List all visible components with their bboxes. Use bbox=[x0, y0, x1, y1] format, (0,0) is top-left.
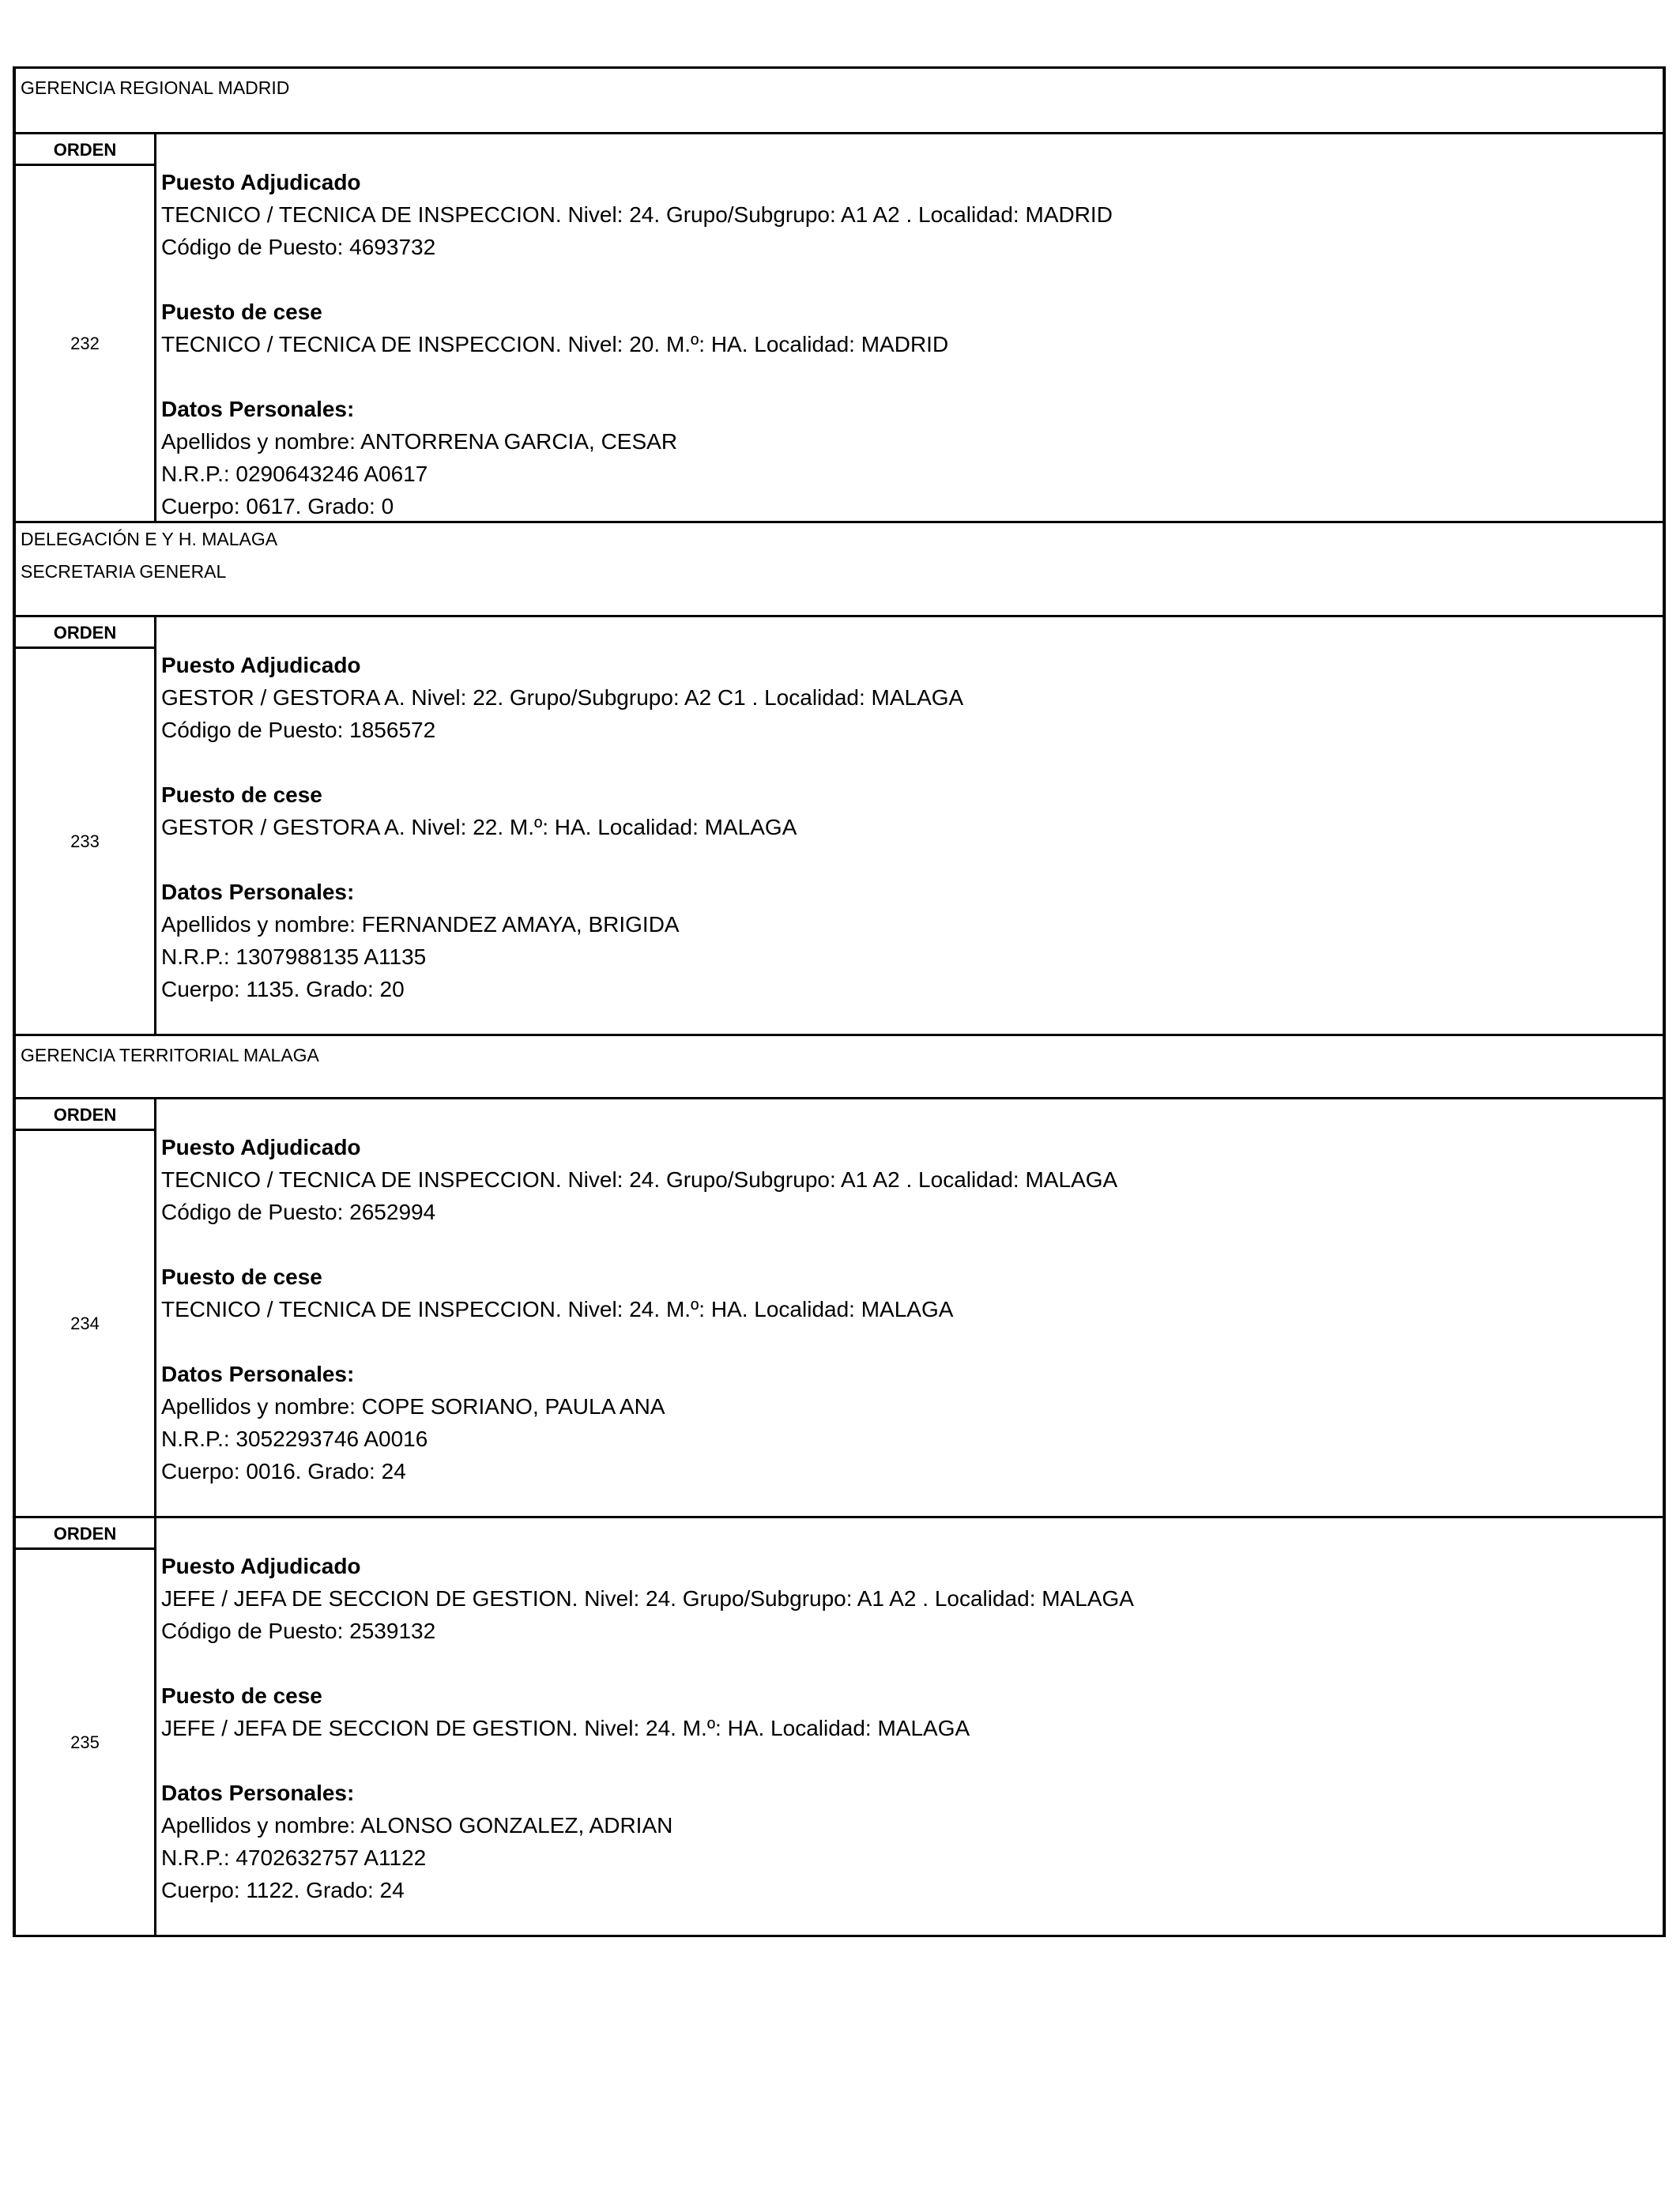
unit-name: DELEGACIÓN E Y H. MALAGA bbox=[21, 529, 278, 549]
puesto-adjudicado-description: GESTOR / GESTORA A. Nivel: 22. Grupo/Subgrupo: A2 C1 . Localidad: MALAGA bbox=[161, 685, 964, 710]
orden-number: 234 bbox=[70, 1313, 100, 1333]
puesto-adjudicado-heading: Puesto Adjudicado bbox=[161, 170, 361, 194]
puesto-cese-heading: Puesto de cese bbox=[161, 300, 322, 324]
record-row bbox=[16, 134, 1663, 521]
record-row bbox=[16, 617, 1663, 1034]
puesto-cese-description: JEFE / JEFA DE SECCION DE GESTION. Nivel: 24. M.º: HA. Localidad: MALAGA bbox=[161, 1716, 970, 1740]
record-details bbox=[156, 1518, 1663, 1935]
assignment-table bbox=[13, 66, 1666, 1937]
puesto-adjudicado-description: JEFE / JEFA DE SECCION DE GESTION. Nivel: 24. Grupo/Subgrupo: A1 A2 . Localidad: MALAGA bbox=[161, 1586, 1134, 1611]
unit-header bbox=[16, 1034, 1663, 1099]
unit-header bbox=[16, 521, 1663, 617]
orden-number: 235 bbox=[70, 1732, 100, 1752]
datos-personales-heading: Datos Personales: bbox=[161, 1362, 355, 1386]
puesto-cese-heading: Puesto de cese bbox=[161, 1265, 322, 1289]
nrp: N.R.P.: 3052293746 A0016 bbox=[161, 1427, 428, 1451]
unit-header bbox=[16, 69, 1663, 134]
record-details bbox=[156, 617, 1663, 1034]
apellidos-nombre: Apellidos y nombre: ALONSO GONZALEZ, ADRIAN bbox=[161, 1813, 673, 1838]
puesto-cese-description: TECNICO / TECNICA DE INSPECCION. Nivel: 24. M.º: HA. Localidad: MALAGA bbox=[161, 1297, 954, 1321]
datos-personales-heading: Datos Personales: bbox=[161, 397, 355, 421]
cuerpo-grado: Cuerpo: 1135. Grado: 20 bbox=[161, 977, 405, 1001]
unit-subname: SECRETARIA GENERAL bbox=[21, 561, 227, 582]
puesto-adjudicado-heading: Puesto Adjudicado bbox=[161, 653, 361, 677]
codigo-puesto: Código de Puesto: 4693732 bbox=[161, 235, 436, 259]
orden-label: ORDEN bbox=[16, 617, 154, 649]
orden-column bbox=[16, 617, 156, 1034]
apellidos-nombre: Apellidos y nombre: FERNANDEZ AMAYA, BRIGIDA bbox=[161, 912, 680, 937]
unit-name: GERENCIA TERRITORIAL MALAGA bbox=[21, 1045, 319, 1065]
orden-number: 232 bbox=[70, 333, 100, 353]
puesto-adjudicado-heading: Puesto Adjudicado bbox=[161, 1135, 361, 1159]
puesto-adjudicado-heading: Puesto Adjudicado bbox=[161, 1554, 361, 1578]
puesto-cese-description: TECNICO / TECNICA DE INSPECCION. Nivel: 20. M.º: HA. Localidad: MADRID bbox=[161, 332, 949, 356]
orden-number: 233 bbox=[70, 831, 100, 851]
datos-personales-heading: Datos Personales: bbox=[161, 1781, 355, 1805]
apellidos-nombre: Apellidos y nombre: COPE SORIANO, PAULA ANA bbox=[161, 1394, 665, 1419]
apellidos-nombre: Apellidos y nombre: ANTORRENA GARCIA, CESAR bbox=[161, 429, 678, 454]
puesto-cese-heading: Puesto de cese bbox=[161, 1683, 322, 1708]
nrp: N.R.P.: 1307988135 A1135 bbox=[161, 944, 427, 969]
puesto-cese-description: GESTOR / GESTORA A. Nivel: 22. M.º: HA. Localidad: MALAGA bbox=[161, 815, 797, 839]
cuerpo-grado: Cuerpo: 1122. Grado: 24 bbox=[161, 1878, 405, 1902]
codigo-puesto: Código de Puesto: 1856572 bbox=[161, 718, 436, 742]
codigo-puesto: Código de Puesto: 2539132 bbox=[161, 1619, 436, 1643]
nrp: N.R.P.: 4702632757 A1122 bbox=[161, 1845, 427, 1870]
record-details bbox=[156, 1099, 1663, 1516]
orden-label: ORDEN bbox=[16, 1099, 154, 1131]
record-row bbox=[16, 1099, 1663, 1516]
codigo-puesto: Código de Puesto: 2652994 bbox=[161, 1200, 436, 1224]
orden-label: ORDEN bbox=[16, 1518, 154, 1550]
cuerpo-grado: Cuerpo: 0617. Grado: 0 bbox=[161, 494, 394, 518]
record-row bbox=[16, 1516, 1663, 1935]
unit-name: GERENCIA REGIONAL MADRID bbox=[21, 77, 290, 98]
cuerpo-grado: Cuerpo: 0016. Grado: 24 bbox=[161, 1459, 406, 1483]
orden-column bbox=[16, 134, 156, 521]
puesto-adjudicado-description: TECNICO / TECNICA DE INSPECCION. Nivel: 24. Grupo/Subgrupo: A1 A2 . Localidad: MALAGA bbox=[161, 1167, 1118, 1192]
orden-column bbox=[16, 1518, 156, 1935]
record-details bbox=[156, 134, 1663, 521]
puesto-adjudicado-description: TECNICO / TECNICA DE INSPECCION. Nivel: 24. Grupo/Subgrupo: A1 A2 . Localidad: MADRID bbox=[161, 202, 1113, 227]
orden-label: ORDEN bbox=[16, 134, 154, 166]
puesto-cese-heading: Puesto de cese bbox=[161, 782, 322, 807]
orden-column bbox=[16, 1099, 156, 1516]
nrp: N.R.P.: 0290643246 A0617 bbox=[161, 462, 428, 486]
datos-personales-heading: Datos Personales: bbox=[161, 880, 355, 904]
